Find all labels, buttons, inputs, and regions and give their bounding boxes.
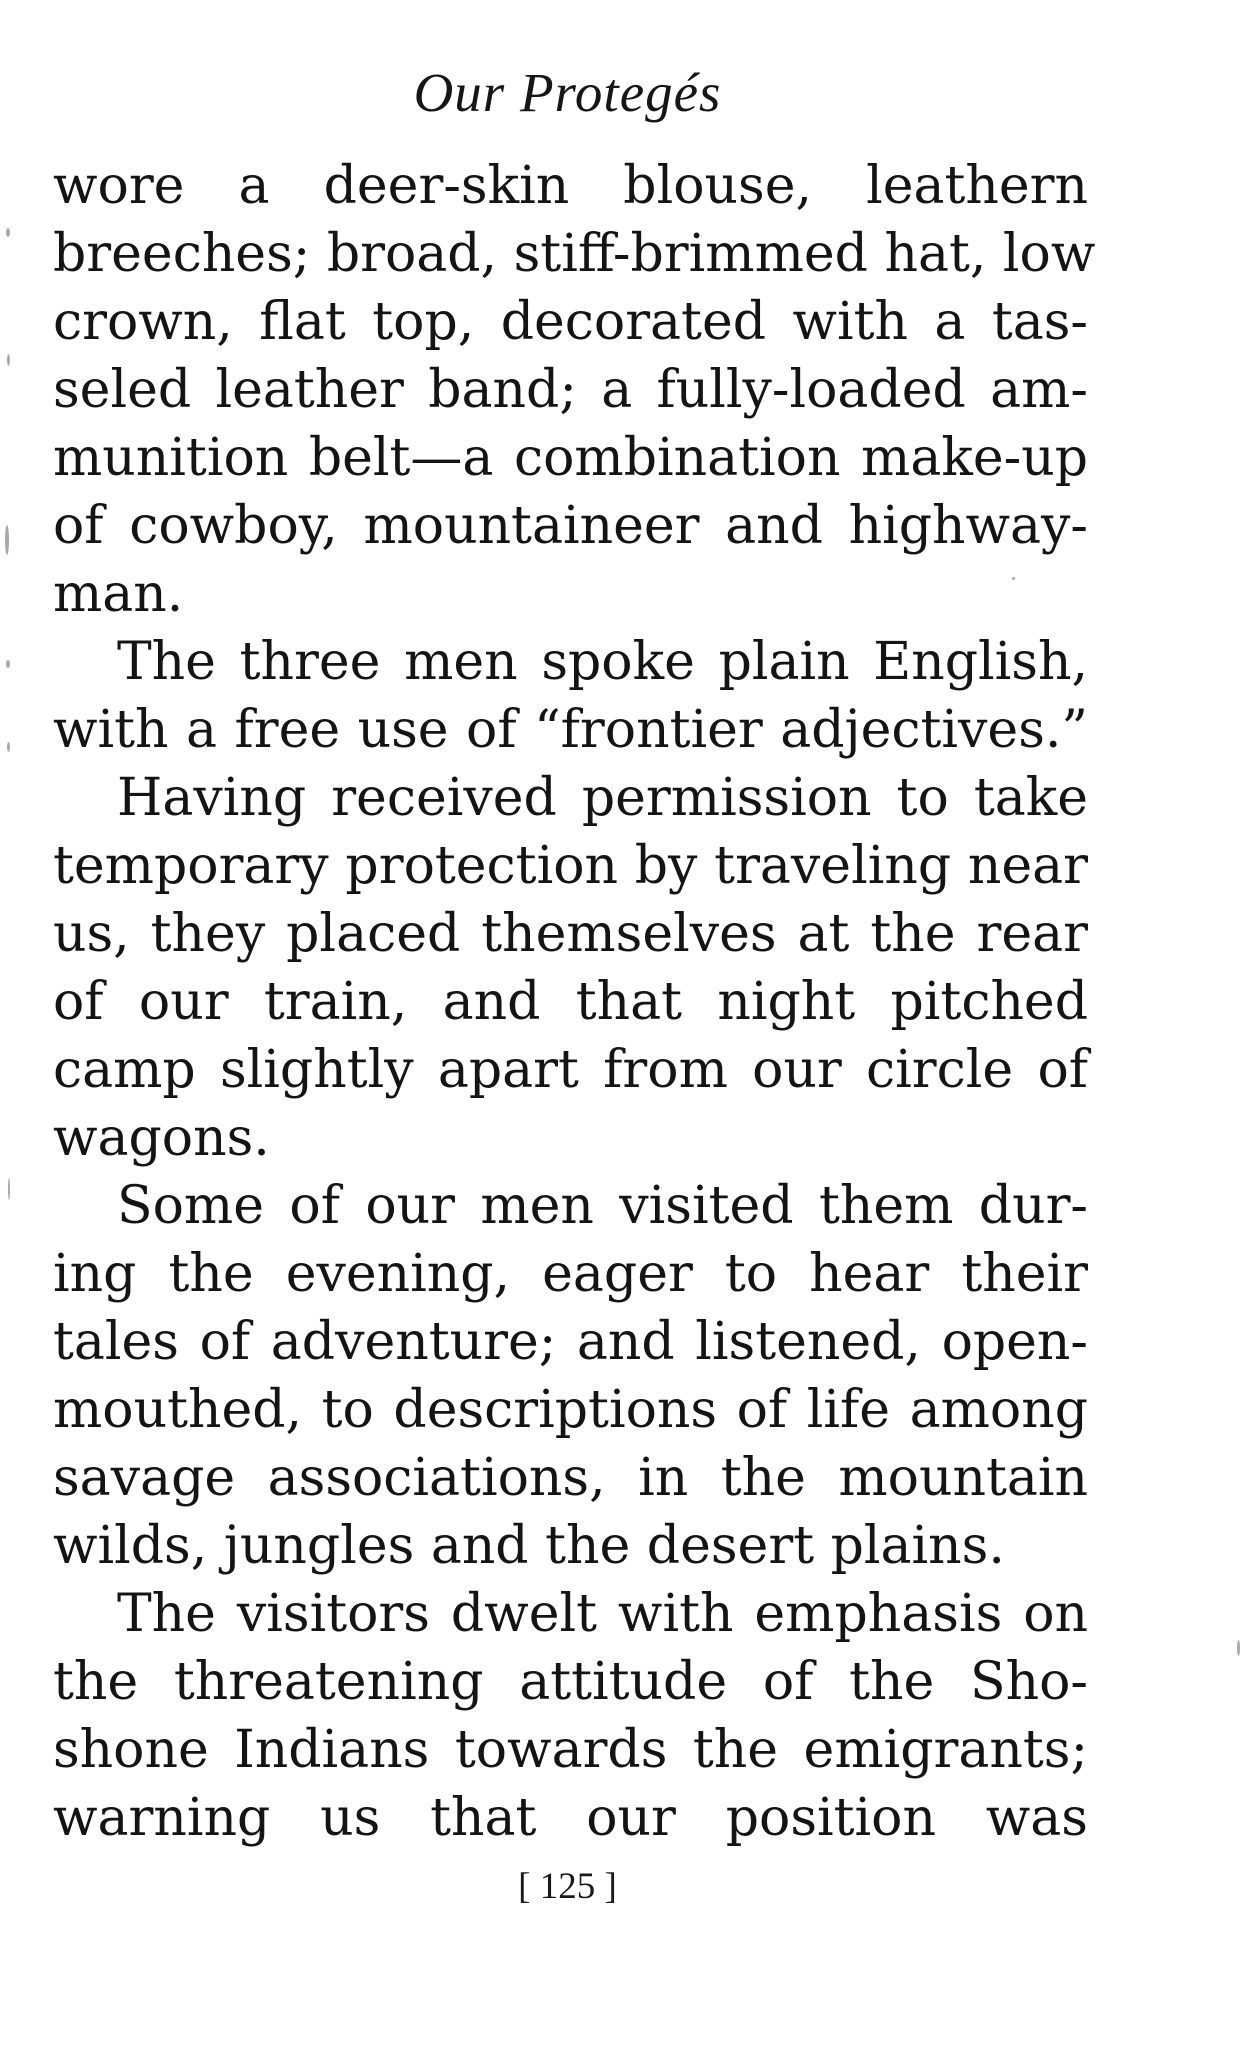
paragraph-first-line: Having received permission to take — [117, 768, 1088, 828]
text-line: with a free use of “frontier adjectives.” — [53, 700, 1088, 760]
text-line: shone Indians towards the emigrants; — [53, 1720, 1088, 1780]
paragraph-end-line: wagons. — [53, 1108, 270, 1168]
text-line: breeches; broad, stiff-brimmed hat, low — [53, 224, 1096, 284]
scan-speck — [5, 525, 9, 555]
text-line: savage associations, in the mountain — [53, 1448, 1088, 1508]
text-line: temporary protection by traveling near — [53, 836, 1088, 896]
scan-speck — [6, 660, 10, 668]
text-line: camp slightly apart from our circle of — [53, 1040, 1088, 1100]
scan-speck — [6, 228, 10, 237]
paragraph-first-line: The three men spoke plain English, — [117, 632, 1088, 692]
scan-speck — [7, 742, 10, 752]
text-line: wore a deer-skin blouse, leathern — [53, 156, 1088, 216]
paragraph-first-line: Some of our men visited them dur- — [117, 1176, 1088, 1236]
text-line: mouthed, to descriptions of life among — [53, 1380, 1088, 1440]
scan-speck — [7, 354, 10, 366]
text-line: seled leather band; a fully-loaded am- — [53, 360, 1088, 420]
paragraph-first-line: The visitors dwelt with emphasis on — [117, 1584, 1088, 1644]
text-line: tales of adventure; and listened, open- — [53, 1312, 1088, 1372]
text-line: warning us that our position was — [53, 1788, 1088, 1848]
paragraph-end-line: man. — [53, 564, 184, 624]
scan-speck — [8, 1178, 10, 1200]
scan-speck — [1237, 1640, 1240, 1656]
paragraph-end-line: wilds, jungles and the desert plains. — [53, 1516, 1005, 1576]
scan-speck — [1012, 577, 1015, 580]
text-line: of cowboy, mountaineer and highway- — [53, 496, 1088, 556]
text-line: crown, flat top, decorated with a tas- — [53, 292, 1088, 352]
text-line: munition belt—a combination make-up — [53, 428, 1088, 488]
text-line: us, they placed themselves at the rear — [53, 904, 1088, 964]
running-header: Our Protegés — [413, 62, 722, 123]
text-line: ing the evening, eager to hear their — [53, 1244, 1088, 1304]
text-line: of our train, and that night pitched — [53, 972, 1088, 1032]
text-line: the threatening attitude of the Sho- — [53, 1652, 1088, 1712]
page-number: [ 125 ] — [518, 1866, 617, 1907]
